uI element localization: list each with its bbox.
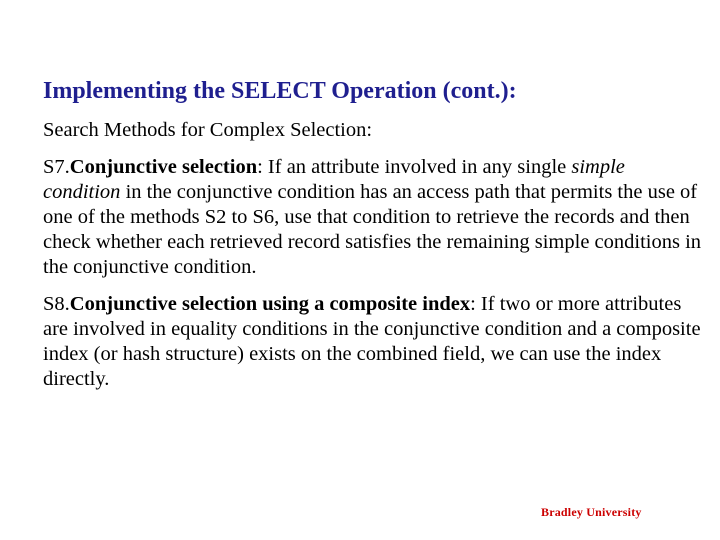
- method-s7-id: S7.: [43, 156, 70, 178]
- method-s8-name: Conjunctive selection using a composite index: [69, 293, 471, 315]
- method-s7-text-before: : If an attribute involved in any single: [257, 156, 572, 178]
- method-s7-text-after: in the conjunctive condition has an access path that permits the use of one of the methods S2 to S6, use that condition to retrieve the records and then check whether each retrieved record satisfies the remaining simple conditions in the conjunctive condition.: [43, 181, 702, 278]
- method-s7: [43, 155, 703, 280]
- method-s8: [43, 292, 703, 392]
- slide-title: Implementing the SELECT Operation (cont.):: [43, 78, 517, 104]
- footer-logo: Bradley University: [541, 505, 642, 519]
- slide-content: [43, 118, 703, 404]
- subheading: Search Methods for Complex Selection:: [43, 119, 373, 141]
- method-s7-italic: simple condition: [43, 156, 625, 203]
- method-s8-text: : If two or more attributes are involved in equality conditions in the conjunctive condition and a composite index (or hash structure) exists on the combined field, we can use the index directly.: [43, 293, 701, 390]
- method-s7-name: Conjunctive selection: [69, 156, 258, 178]
- method-s8-id: S8.: [43, 293, 70, 315]
